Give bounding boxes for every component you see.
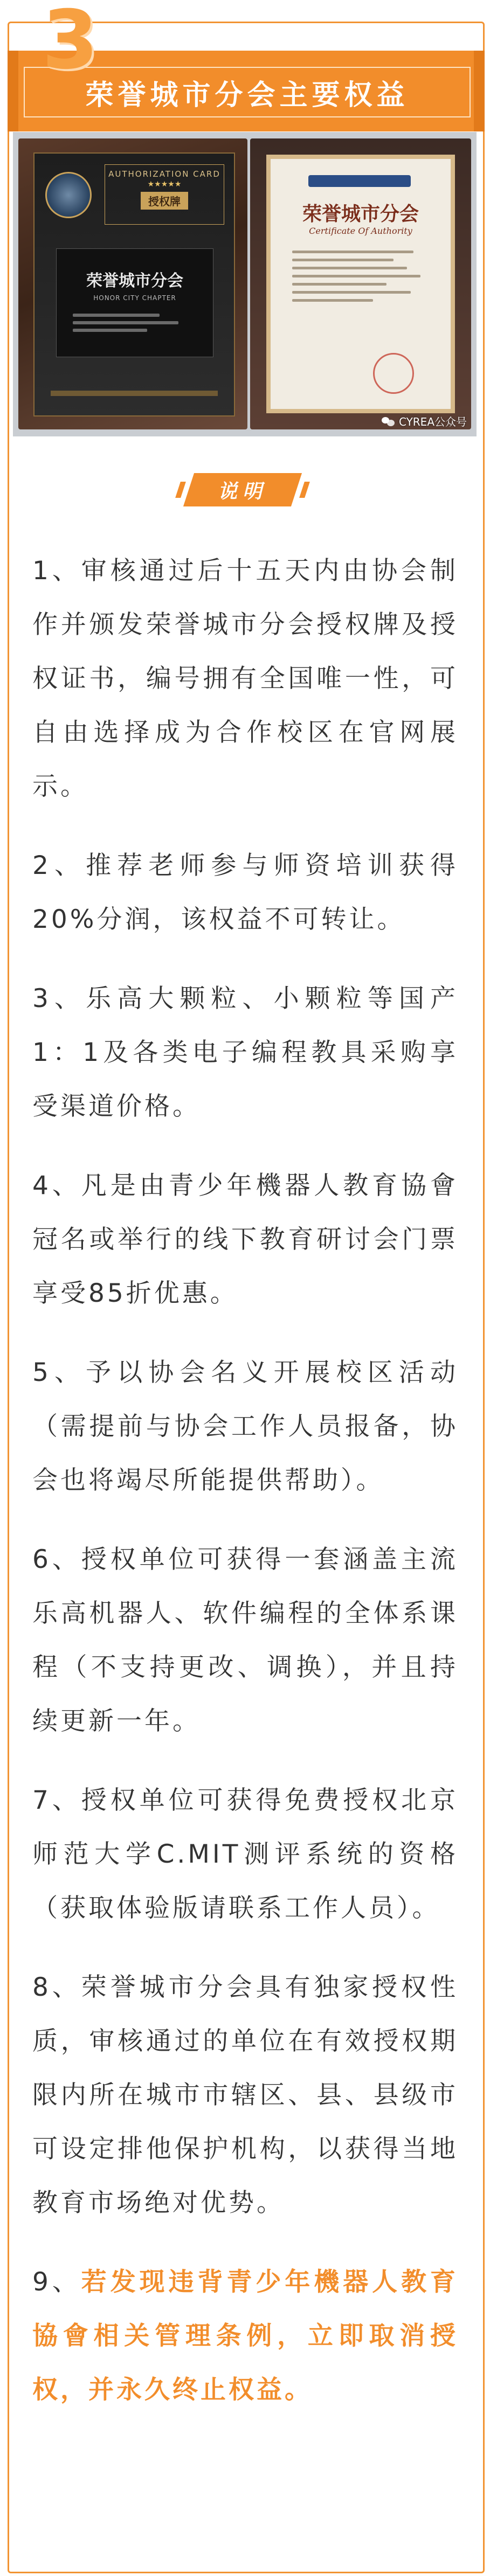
list-item-9 xyxy=(32,2255,458,2417)
title-bar-edge-right xyxy=(474,51,485,131)
authorization-plaque-photo xyxy=(18,138,247,429)
list-item-7: 7、授权单位可获得免费授权北京师范大学C.MIT测评系统的资格（获取体验版请联系工作人员）。 xyxy=(32,1786,458,1923)
plaque-panel xyxy=(33,152,235,416)
emblem-icon xyxy=(45,172,92,218)
stars-icon: ★★★★★ xyxy=(147,180,182,189)
list-item-3: 3、乐高大颗粒、小颗粒等国产1：1及各类电子编程教具采购享受渠道价格。 xyxy=(32,984,458,1121)
list-item-9-number: 9、 xyxy=(32,2267,81,2297)
certificate-ribbon xyxy=(308,175,411,187)
list-item-2: 2、推荐老师参与师资培训获得20%分润，该权益不可转让。 xyxy=(32,851,458,934)
wechat-icon xyxy=(382,416,396,427)
plaque-name: 荣誉城市分会 xyxy=(86,272,183,290)
benefits-list xyxy=(32,544,458,2436)
certificate-subtitle: Certificate Of Authority xyxy=(309,226,412,236)
plaque-footer xyxy=(51,391,218,396)
plaque-name-panel xyxy=(56,248,213,357)
title-bar-edge-left xyxy=(8,51,18,131)
certificate-paper xyxy=(266,155,455,413)
list-item-5: 5、予以协会名义开展校区活动（需提前与协会工作人员报备，协会也将竭尽所能提供帮助）。 xyxy=(32,1358,458,1495)
list-item-1: 1、审核通过后十五天内由协会制作并颁发荣誉城市分会授权牌及授权证书，编号拥有全国唯一性，可自由选择成为合作校区在官网展示。 xyxy=(32,556,458,801)
watermark-text: CYREA公众号 xyxy=(398,415,467,428)
header-tab xyxy=(172,32,323,51)
certificate-title: 荣誉城市分会 xyxy=(302,203,419,225)
list-item-9-warning: 若发现违背青少年機器人教育協會相关管理条例，立即取消授权，并永久终止权益。 xyxy=(32,2267,459,2405)
section-label xyxy=(178,473,307,506)
seal-icon xyxy=(373,353,414,394)
section-number: 3 xyxy=(42,0,99,87)
photos-section xyxy=(13,132,477,436)
list-item-4: 4、凡是由青少年機器人教育協會冠名或举行的线下教育研讨会门票享受85折优惠。 xyxy=(32,1171,458,1308)
authorization-card-box xyxy=(105,164,224,225)
certificate-photo xyxy=(250,138,471,429)
plaque-blurred-lines xyxy=(73,314,197,336)
plaque-card-title: 授权牌 xyxy=(141,192,188,210)
section-label-text: 说明 xyxy=(217,480,267,503)
watermark xyxy=(382,413,467,429)
list-item-8: 8、荣誉城市分会具有独家授权性质，审核通过的单位在有效授权期限内所在城市市辖区、县、县级市可设定排他保护机构，以获得当地教育市场绝对优势。 xyxy=(32,1973,458,2218)
authorization-card-label: AUTHORIZATION CARD xyxy=(108,169,220,179)
list-item-6: 6、授权单位可获得一套涵盖主流乐高机器人、软件编程的全体系课程（不支持更改、调换），并且持续更新一年。 xyxy=(32,1545,458,1736)
page-title: 荣誉城市分会主要权益 xyxy=(85,79,409,112)
plaque-subtitle: HONOR CITY CHAPTER xyxy=(93,294,176,302)
certificate-text-lines xyxy=(292,251,427,307)
